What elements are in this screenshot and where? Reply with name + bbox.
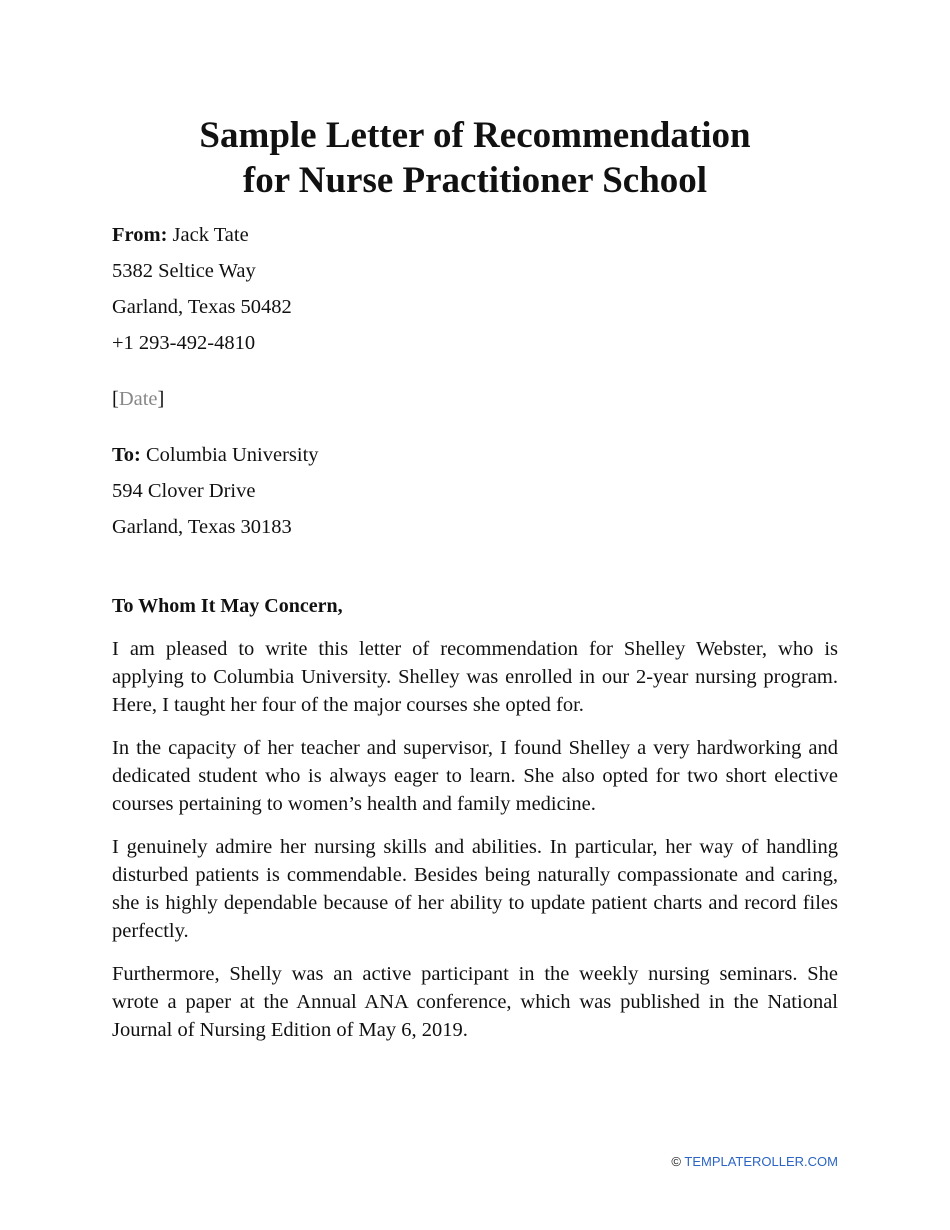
sender-city: Garland, Texas 50482 [112, 296, 292, 318]
sender-name: Jack Tate [172, 224, 249, 246]
date-line [112, 386, 164, 412]
sender-phone: +1 293-492-4810 [112, 332, 256, 354]
body-paragraph-4: Furthermore, Shelly was an active participant in the weekly nursing seminars. She wrote a paper at the Annual ANA conference, which was published in the National Journal of Nursing Edition of May 6, 2019. [112, 963, 838, 1041]
footer-credit [671, 1154, 838, 1170]
document-title-line-1: Sample Letter of Recommendation [199, 115, 751, 156]
recipient-name-line [112, 442, 319, 468]
body-paragraph-2: In the capacity of her teacher and supervisor, I found Shelley a very hardworking and dedicated student who is always eager to learn. She also opted for two short elective courses pertaining to women’s health and family medicine. [112, 737, 838, 815]
body-paragraph-1: I am pleased to write this letter of recommendation for Shelley Webster, who is applying to Columbia University. Shelley was enrolled in our 2-year nursing program. Here, I taught her four of the major courses she opted for. [112, 638, 838, 716]
recipient-street: 594 Clover Drive [112, 480, 256, 502]
sender-street: 5382 Seltice Way [112, 260, 256, 282]
date-close-bracket: ] [157, 388, 165, 410]
document-title [0, 113, 950, 203]
body-paragraph-3: I genuinely admire her nursing skills and abilities. In particular, her way of handling disturbed patients is commendable. Besides being naturally compassionate and caring, she is highly dependable because of her ability to update patient charts and record files perfectly. [112, 836, 838, 942]
document-title-line-2: for Nurse Practitioner School [242, 160, 708, 201]
templateroller-link[interactable]: TEMPLATEROLLER.COM [684, 1154, 838, 1169]
recipient-city: Garland, Texas 30183 [112, 516, 292, 538]
salutation: To Whom It May Concern, [112, 595, 343, 617]
copyright-icon: © [671, 1154, 681, 1169]
recipient-name: Columbia University [146, 444, 319, 466]
date-placeholder: Date [118, 388, 158, 410]
sender-label: From: [112, 224, 168, 246]
recipient-label: To: [112, 444, 141, 466]
date-open-bracket: [ [112, 388, 119, 410]
sender-name-line [112, 222, 249, 248]
